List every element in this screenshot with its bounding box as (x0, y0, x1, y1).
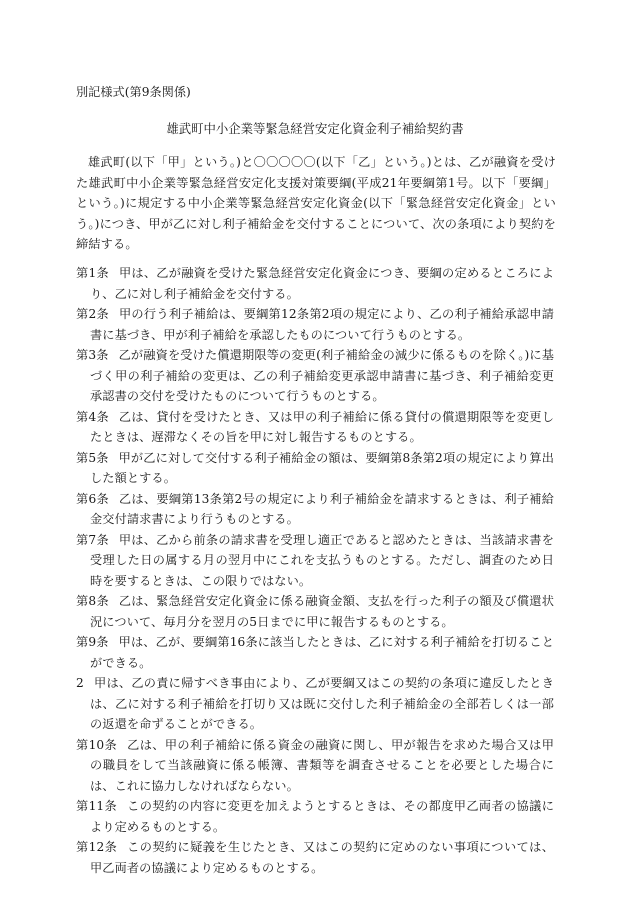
article-number: 2 (76, 676, 84, 690)
article-number: 第6条 (76, 491, 109, 506)
article-number: 第7条 (76, 532, 109, 547)
intro-paragraph: 雄武町(以下「甲」という。)と〇〇〇〇〇(以下「乙」という。)とは、乙が融資を受けた雄武町中小企業等緊急経営安定化支援対策要綱(平成21年要綱第1号。以下「要綱」という。)に規定する中小企業等緊急経営安定化資金(以下「緊急経営安定化資金」という。)につき、甲が乙に対し利子補給金を交付することについて、次の条項により契約を締結する。 (76, 155, 556, 251)
article-item (76, 837, 554, 878)
article-number: 第3条 (76, 348, 109, 362)
article-number: 第5条 (76, 450, 109, 465)
article-item (76, 263, 554, 304)
article-number: 第1条 (76, 266, 109, 280)
article-item (76, 345, 554, 407)
article-text: この契約に疑義を生じたとき、又はこの契約に定めのない事項については、甲乙両者の協議により定めるものとする。 (90, 840, 554, 875)
article-text: 甲は、乙の責に帰すべき事由により、乙が要綱又はこの契約の条項に違反したときは、乙に対する利子補給を打切り又は既に交付した利子補給金の全部若しくは一部の返還を命ずることができる。 (90, 676, 554, 731)
article-item (76, 591, 554, 632)
article-text: 乙は、緊急経営安定化資金に係る融資金額、支払を行った利子の額及び償還状況について、毎月分を翌月の5日までに甲に報告するものとする。 (90, 594, 554, 629)
article-number: 第4条 (76, 409, 109, 424)
form-label: 別記様式(第9条関係) (76, 85, 191, 99)
article-item (76, 673, 554, 735)
article-list (76, 263, 554, 878)
article-text: 甲の行う利子補給は、要綱第12条第2項の規定により、乙の利子補給承認申請書に基づき、甲が利子補給を承認したものについて行うものとする。 (90, 307, 554, 342)
article-text: 乙は、甲の利子補給に係る資金の融資に関し、甲が報告を求めた場合又は甲の職員をして当該融資に係る帳簿、書類等を調査させることを必要とした場合には、これに協力しなければならない。 (90, 737, 554, 793)
article-item (76, 448, 554, 489)
article-text: 乙は、要綱第13条第2号の規定により利子補給金を請求するときは、利子補給金交付請求書により行うものとする。 (90, 491, 554, 526)
article-item (76, 407, 554, 448)
document-title: 雄武町中小企業等緊急経営安定化資金利子補給契約書 (166, 121, 464, 136)
article-text: 甲は、乙が融資を受けた緊急経営安定化資金につき、要綱の定めるところにより、乙に対し利子補給金を交付する。 (90, 266, 554, 301)
article-number: 第12条 (76, 840, 118, 854)
article-item (76, 304, 554, 345)
article-text: 甲が乙に対して交付する利子補給金の額は、要綱第8条第2項の規定により算出した額とする。 (90, 450, 554, 485)
article-text: 乙が融資を受けた償還期限等の変更(利子補給金の減少に係るものを除く。)に基づく甲の利子補給の変更は、乙の利子補給変更承認申請書に基づき、利子補給変更承認書の交付を受けたものについて行うものとする。 (90, 348, 554, 403)
article-item (76, 796, 554, 837)
article-item (76, 735, 554, 797)
article-item (76, 632, 554, 673)
article-number: 第8条 (76, 594, 109, 608)
article-number: 第11条 (76, 799, 118, 813)
article-number: 第10条 (76, 737, 118, 752)
article-text: 甲は、乙から前条の請求書を受理し適正であると認めたときは、当該請求書を受理した日の属する月の翌月中にこれを支払うものとする。ただし、調査のため日時を要するときは、この限りではない。 (90, 532, 554, 588)
article-item (76, 530, 554, 592)
article-number: 第2条 (76, 307, 109, 321)
article-text: 甲は、乙が、要綱第16条に該当したときは、乙に対する利子補給を打切ることができる。 (90, 635, 555, 670)
article-number: 第9条 (76, 635, 109, 649)
article-text: この契約の内容に変更を加えようとするときは、その都度甲乙両者の協議により定めるものとする。 (90, 799, 554, 834)
article-text: 乙は、貸付を受けたとき、又は甲の利子補給に係る貸付の償還期限等を変更したときは、遅滞なくその旨を甲に対し報告するものとする。 (90, 409, 554, 444)
article-item (76, 489, 554, 530)
